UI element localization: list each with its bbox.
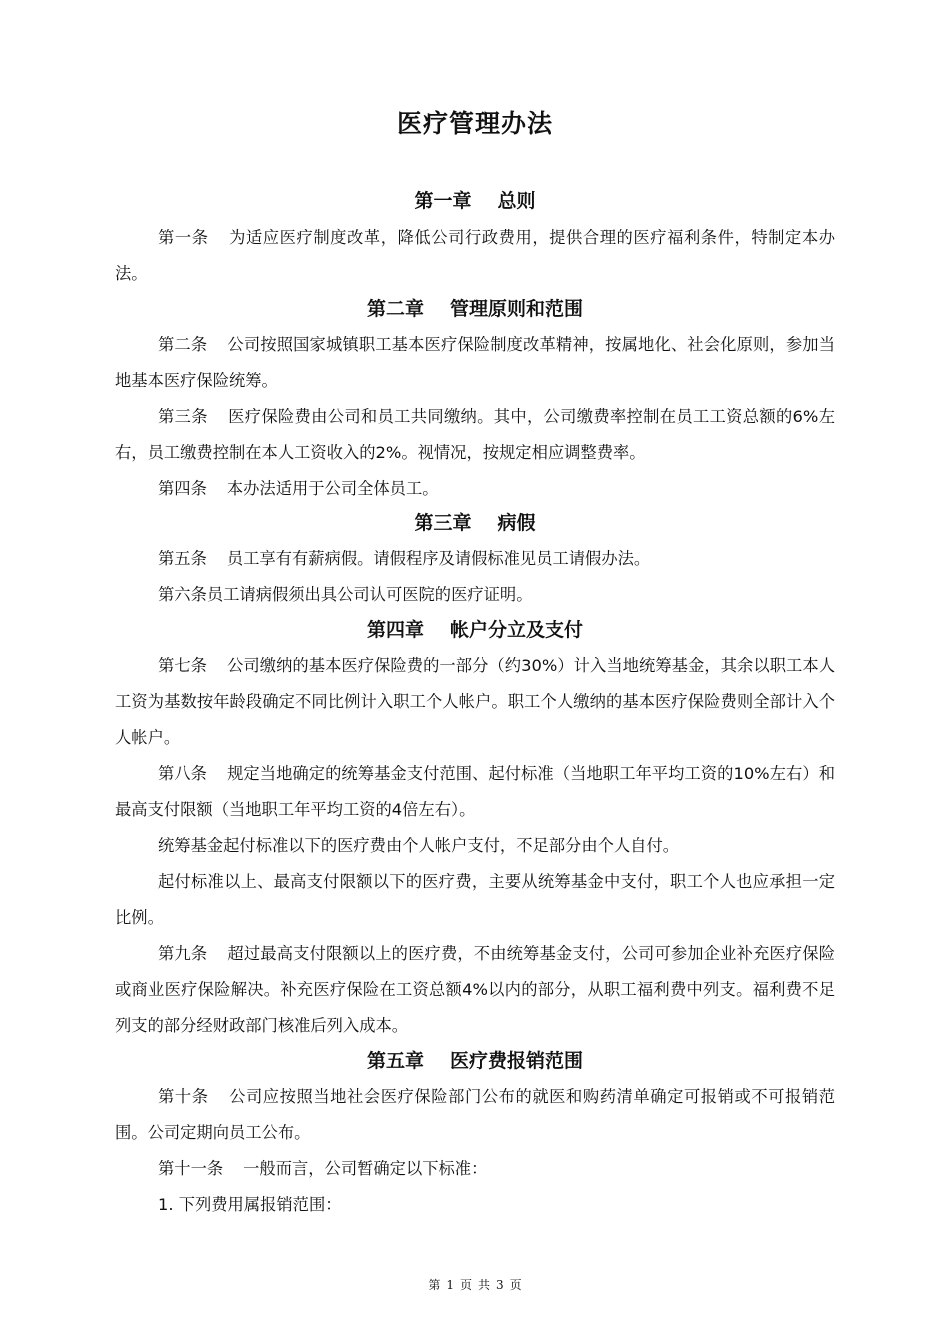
article-label: 第九条 — [158, 944, 208, 963]
article-text: 公司应按照当地社会医疗保险部门公布的就医和购药清单确定可报销或不可报销范围。公司定期向员工公布。 — [115, 1087, 835, 1142]
article-text: 超过最高支付限额以上的医疗费，不由统筹基金支付，公司可参加企业补充医疗保险或商业医疗保险解决。补充医疗保险在工资总额4%以内的部分，从职工福利费中列支。福利费不足列支的部分经财政部门核准后列入成本。 — [115, 944, 835, 1035]
chapter-name: 病假 — [497, 512, 536, 534]
article-text: 起付标准以上、最高支付限额以下的医疗费，主要从统筹基金中支付，职工个人也应承担一定比例。 — [115, 872, 835, 927]
list-item-1 — [115, 1187, 835, 1223]
page-number: 1 — [446, 1278, 454, 1292]
article-label: 第四条 — [158, 479, 207, 498]
chapter-number: 第三章 — [414, 512, 472, 534]
article-8-paragraph-2 — [115, 828, 835, 864]
article-4 — [115, 471, 835, 507]
chapter-heading-2 — [0, 296, 950, 322]
article-8 — [115, 756, 835, 828]
page-footer — [0, 1276, 950, 1293]
footer-prefix: 第 — [428, 1278, 441, 1292]
article-10 — [115, 1079, 835, 1151]
article-2 — [115, 327, 835, 399]
total-pages: 3 — [496, 1278, 504, 1292]
chapter-number: 第五章 — [366, 1050, 424, 1072]
chapter-heading-5 — [0, 1048, 950, 1074]
article-label: 第五条 — [158, 549, 207, 568]
chapter-name: 医疗费报销范围 — [450, 1050, 584, 1072]
article-label: 第一条 — [158, 228, 209, 247]
chapter-heading-1 — [0, 188, 950, 214]
article-text: 公司缴纳的基本医疗保险费的一部分（约30%）计入当地统筹基金，其余以职工本人工资为基数按年龄段确定不同比例计入职工个人帐户。职工个人缴纳的基本医疗保险费则全部计入个人帐户。 — [115, 656, 835, 747]
article-text: 本办法适用于公司全体员工。 — [226, 479, 439, 498]
footer-suffix: 页 — [509, 1278, 522, 1292]
article-text: 为适应医疗制度改革，降低公司行政费用，提供合理的医疗福利条件，特制定本办法。 — [115, 228, 835, 283]
article-text: 公司按照国家城镇职工基本医疗保险制度改革精神，按属地化、社会化原则，参加当地基本医疗保险统筹。 — [115, 335, 835, 390]
chapter-number: 第四章 — [366, 619, 424, 641]
article-label: 第二条 — [158, 335, 208, 354]
article-text: 统筹基金起付标准以下的医疗费由个人帐户支付，不足部分由个人自付。 — [158, 836, 680, 855]
article-11 — [115, 1151, 835, 1187]
article-text: 第六条员工请病假须出具公司认可医院的医疗证明。 — [158, 585, 533, 604]
article-text: 1. 下列费用属报销范围： — [158, 1195, 342, 1214]
article-label: 第七条 — [158, 656, 208, 675]
article-text: 规定当地确定的统筹基金支付范围、起付标准（当地职工年平均工资的10%左右）和最高支付限额（当地职工年平均工资的4倍左右）。 — [115, 764, 835, 819]
article-7 — [115, 648, 835, 756]
footer-mid: 页 — [459, 1278, 472, 1292]
article-text: 一般而言，公司暂确定以下标准： — [243, 1159, 488, 1178]
article-1 — [115, 220, 835, 292]
article-label: 第八条 — [158, 764, 208, 783]
article-text: 医疗保险费由公司和员工共同缴纳。其中，公司缴费率控制在员工工资总额的6%左右，员工缴费控制在本人工资收入的2%。视情况，按规定相应调整费率。 — [115, 407, 835, 462]
document-title: 医疗管理办法 — [396, 109, 553, 138]
article-label: 第十条 — [158, 1087, 209, 1106]
article-label: 第十一条 — [158, 1159, 224, 1178]
footer-total-prefix: 共 — [478, 1278, 491, 1292]
chapter-number: 第二章 — [366, 298, 424, 320]
article-3 — [115, 399, 835, 471]
article-9 — [115, 936, 835, 1044]
article-5 — [115, 541, 835, 577]
article-6 — [115, 577, 835, 613]
article-8-paragraph-3 — [115, 864, 835, 936]
chapter-name: 总则 — [497, 190, 536, 212]
article-label: 第三条 — [158, 407, 208, 426]
chapter-name: 帐户分立及支付 — [450, 619, 584, 641]
chapter-heading-3 — [0, 510, 950, 536]
article-text: 员工享有有薪病假。请假程序及请假标准见员工请假办法。 — [226, 549, 651, 568]
chapter-heading-4 — [0, 617, 950, 643]
chapter-name: 管理原则和范围 — [450, 298, 584, 320]
chapter-number: 第一章 — [414, 190, 472, 212]
